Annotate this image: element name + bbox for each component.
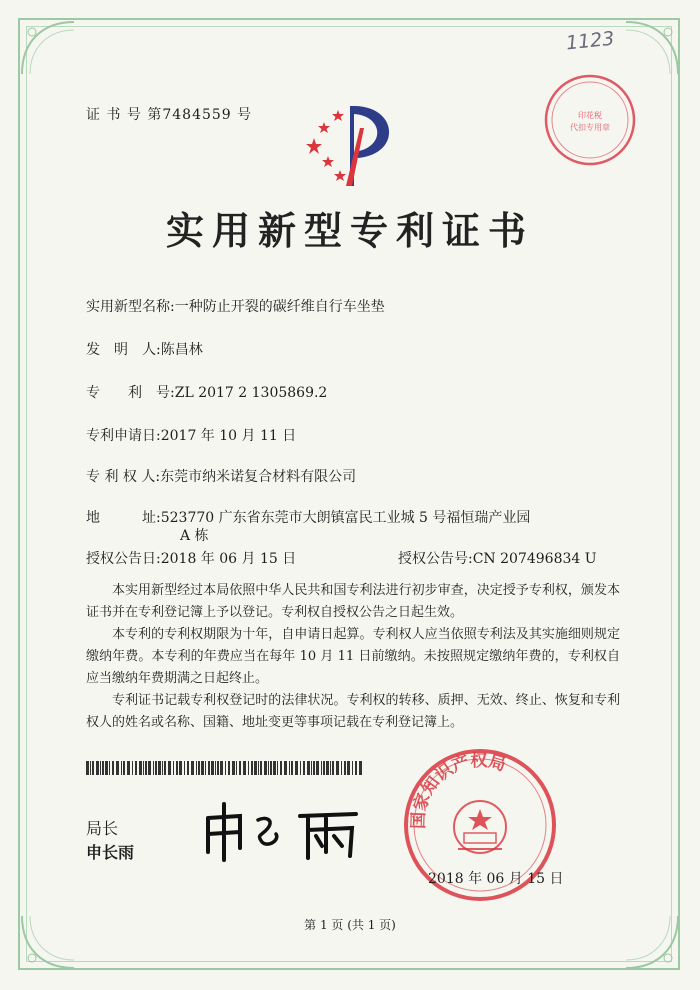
inventor-value: 陈昌林 — [160, 342, 203, 358]
patentee-row — [86, 466, 356, 486]
body-paragraph: 专利证书记载专利权登记时的法律状况。专利权的转移、质押、无效、终止、恢复和专利权人的姓名或名称、国籍、地址变更等事项记载在专利登记簿上。 — [86, 693, 620, 730]
utility-name-row — [86, 296, 385, 316]
patent-office-logo-icon — [298, 98, 408, 190]
page-number: 第 1 页 (共 1 页) — [304, 918, 396, 932]
address-label: 地 址: — [86, 510, 161, 526]
utility-name-value: 一种防止开裂的碳纤维自行车坐垫 — [174, 299, 385, 315]
agency-stamp-icon — [540, 70, 640, 170]
corner-ornament-icon — [18, 18, 78, 78]
address-value: 523770 广东省东莞市大朗镇富民工业城 5 号福恒瑞产业园 — [160, 510, 531, 526]
body-paragraph: 本实用新型经过本局依照中华人民共和国专利法进行初步审查，决定授予专利权，颁发本证书并在专利登记簿上予以登记。专利权自授权公告之日起生效。 — [86, 583, 620, 620]
certificate-number: 证 书 号 第7484559 号 — [86, 107, 253, 123]
filing-date-label: 专利申请日: — [86, 428, 161, 444]
corner-ornament-icon — [622, 18, 682, 78]
svg-text:印花税: 印花税 — [578, 111, 602, 120]
director-title: 局长 — [86, 819, 119, 838]
seal-date: 2018 年 06 月 15 日 — [428, 871, 564, 887]
patentee-label: 专 利 权 人: — [86, 469, 161, 485]
grant-date-label: 授权公告日: — [86, 551, 161, 567]
body-paragraph: 本专利的专利权期限为十年，自申请日起算。专利权人应当依照专利法及其实施细则规定缴纳年费。本专利的年费应当在每年 10 月 11 日前缴纳。未按照规定缴纳年费的，专利权自应当缴纳年费期满之日起终止。 — [86, 627, 620, 686]
address-continuation: A 栋 — [180, 528, 209, 544]
svg-text:代扣专用章: 代扣专用章 — [570, 123, 610, 132]
certificate-body — [86, 580, 620, 734]
inventor-label: 发 明 人: — [86, 342, 161, 358]
page-title: 实用新型专利证书 — [165, 208, 534, 253]
grant-number-label: 授权公告号: — [398, 551, 473, 567]
patent-number-value: ZL 2017 2 1305869.2 — [174, 385, 328, 401]
grant-date-value: 2018 年 06 月 15 日 — [160, 551, 297, 567]
address-row — [86, 507, 530, 527]
barcode-icon — [86, 760, 366, 774]
handwritten-note: 1123 — [564, 27, 616, 55]
inventor-row — [86, 339, 203, 359]
grant-number-row — [398, 548, 597, 568]
grant-number-value: CN 207496834 U — [472, 551, 597, 567]
patent-number-row — [86, 382, 327, 402]
director-name: 申长雨 — [86, 843, 135, 862]
patentee-value: 东莞市纳米诺复合材料有限公司 — [160, 469, 357, 485]
director-signature-icon — [196, 790, 366, 870]
utility-name-label: 实用新型名称: — [86, 299, 175, 315]
patent-number-label: 专 利 号: — [86, 385, 175, 401]
svg-text:国家知识产权局: 国家知识产权局 — [408, 751, 509, 830]
grant-date-row — [86, 548, 296, 568]
filing-date-value: 2017 年 10 月 11 日 — [160, 428, 297, 444]
filing-date-row — [86, 425, 296, 445]
